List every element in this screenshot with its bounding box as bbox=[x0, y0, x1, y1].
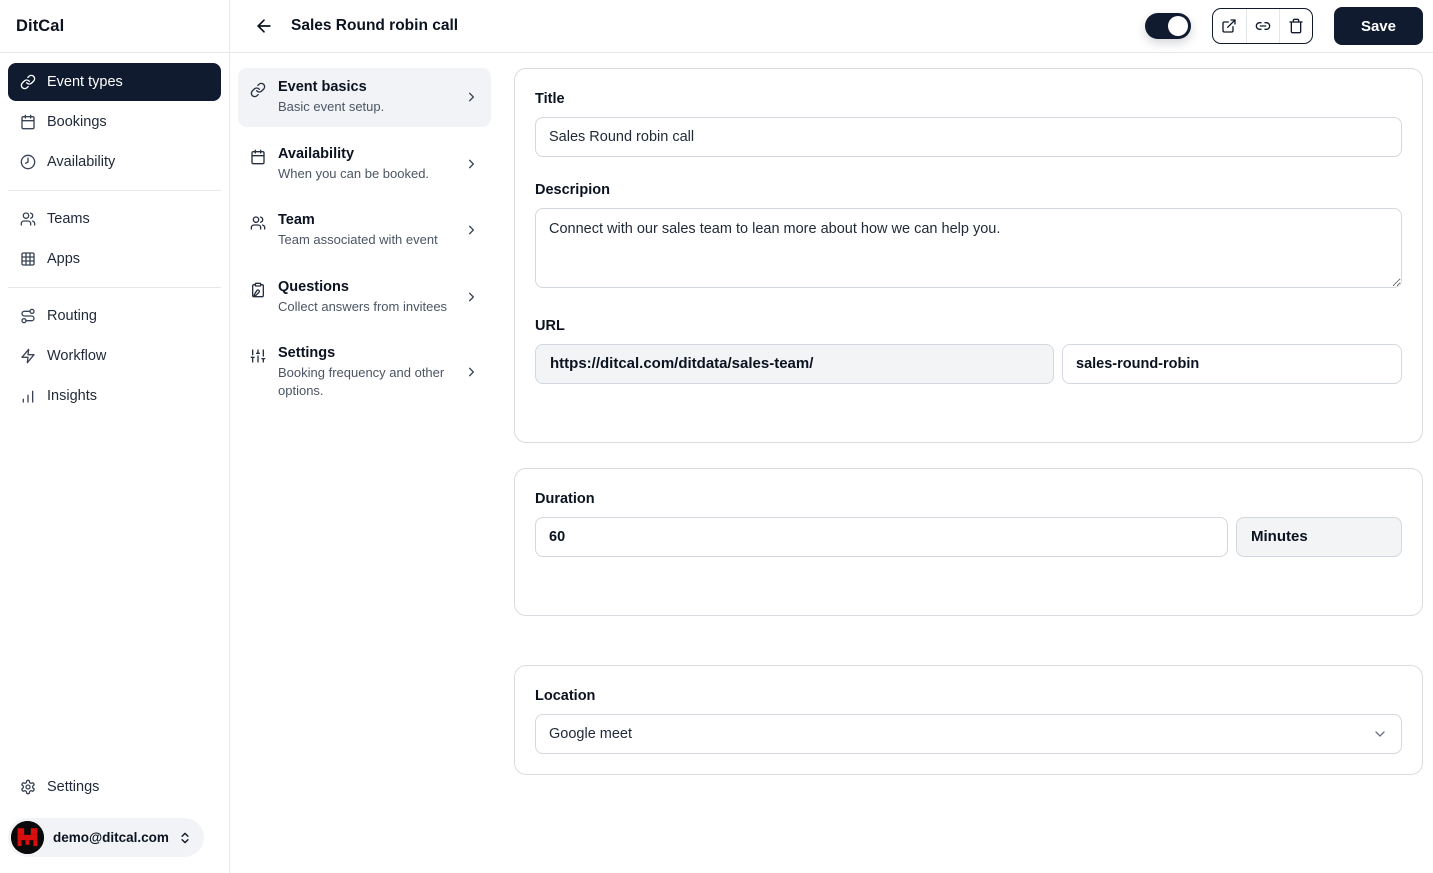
gear-icon bbox=[20, 779, 36, 795]
event-basics-card bbox=[514, 68, 1423, 443]
link-icon bbox=[250, 82, 266, 98]
chevron-right-icon bbox=[464, 90, 479, 105]
tab-subtitle: Team associated with event bbox=[278, 232, 438, 248]
main-area bbox=[230, 0, 1433, 873]
duration-card bbox=[514, 468, 1423, 616]
location-select[interactable] bbox=[535, 714, 1402, 754]
event-form bbox=[514, 68, 1423, 873]
calendar-icon bbox=[250, 149, 266, 165]
url-slug-input[interactable] bbox=[1062, 344, 1402, 384]
tab-text bbox=[278, 79, 410, 116]
sidebar-item-label: Routing bbox=[47, 308, 97, 324]
tab-team[interactable] bbox=[238, 201, 491, 260]
user-email: demo@ditcal.com bbox=[53, 830, 169, 845]
users-icon bbox=[250, 215, 266, 231]
tab-subtitle: Booking frequency and other options. bbox=[278, 365, 445, 398]
sidebar-footer bbox=[0, 760, 229, 873]
sidebar-item-bookings[interactable] bbox=[8, 103, 221, 141]
app-name: DitCal bbox=[16, 16, 65, 35]
sidebar-item-workflow[interactable] bbox=[8, 337, 221, 375]
sidebar-item-insights[interactable] bbox=[8, 377, 221, 415]
bar-chart-icon bbox=[20, 388, 36, 404]
sidebar-item-availability[interactable] bbox=[8, 143, 221, 181]
sidebar-divider bbox=[8, 190, 221, 191]
external-link-icon bbox=[1221, 18, 1237, 34]
chevron-right-icon bbox=[464, 289, 479, 304]
sidebar-item-label: Bookings bbox=[47, 114, 107, 130]
description-field-group bbox=[535, 182, 1402, 293]
header-actions bbox=[1145, 7, 1423, 45]
duration-input[interactable] bbox=[535, 517, 1228, 557]
sidebar-nav bbox=[0, 53, 229, 760]
sidebar-item-event-types[interactable] bbox=[8, 63, 221, 101]
url-field-group bbox=[535, 318, 1402, 384]
chevron-right-icon bbox=[464, 156, 479, 171]
sidebar-item-label: Teams bbox=[47, 211, 90, 227]
event-action-group bbox=[1212, 8, 1313, 44]
tab-subtitle: When you can be booked. bbox=[278, 165, 430, 181]
event-section-nav bbox=[238, 68, 491, 873]
sidebar-item-label: Event types bbox=[47, 74, 123, 90]
sidebar-item-label: Workflow bbox=[47, 348, 107, 364]
page-header bbox=[230, 0, 1433, 53]
title-label: Title bbox=[535, 91, 565, 107]
arrow-left-icon bbox=[254, 16, 274, 36]
tab-availability[interactable] bbox=[238, 135, 491, 194]
sidebar-item-apps[interactable] bbox=[8, 240, 221, 278]
tab-title: Event basics bbox=[278, 79, 367, 95]
sidebar bbox=[0, 0, 230, 873]
title-field-group bbox=[535, 91, 1402, 157]
description-label: Descripion bbox=[535, 182, 610, 198]
sidebar-item-teams[interactable] bbox=[8, 200, 221, 238]
link-icon bbox=[1255, 18, 1271, 34]
tab-title: Questions bbox=[278, 278, 349, 295]
back-button[interactable] bbox=[254, 16, 274, 36]
route-icon bbox=[20, 308, 36, 324]
duration-unit: Minutes bbox=[1236, 517, 1402, 557]
location-card bbox=[514, 665, 1423, 775]
user-menu[interactable] bbox=[8, 818, 204, 857]
clock-icon bbox=[20, 154, 36, 170]
duration-label: Duration bbox=[535, 491, 595, 507]
tab-title: Availability bbox=[278, 145, 355, 162]
sidebar-item-label: Apps bbox=[47, 251, 81, 267]
tab-subtitle: Basic event setup. bbox=[278, 99, 385, 114]
tab-text bbox=[278, 212, 464, 249]
location-field-group bbox=[535, 688, 1402, 754]
sidebar-item-label: Availability bbox=[47, 154, 116, 170]
link-icon bbox=[20, 74, 36, 90]
page-title: Sales Round robin call bbox=[291, 17, 459, 34]
sidebar-item-label: Insights bbox=[47, 388, 97, 404]
copy-link-button[interactable] bbox=[1246, 9, 1279, 43]
tab-title: Settings bbox=[278, 345, 336, 362]
delete-event-button[interactable] bbox=[1279, 9, 1312, 43]
sliders-icon bbox=[250, 348, 266, 364]
duration-field-group bbox=[535, 491, 1402, 557]
calendar-icon bbox=[20, 114, 36, 130]
title-input[interactable] bbox=[535, 117, 1402, 157]
avatar bbox=[11, 821, 44, 854]
chevron-right-icon bbox=[464, 365, 479, 380]
sidebar-item-label: Settings bbox=[47, 779, 100, 795]
clipboard-pen-icon bbox=[250, 282, 266, 298]
content bbox=[230, 53, 1433, 873]
sidebar-divider bbox=[8, 287, 221, 288]
toggle-knob bbox=[1168, 16, 1188, 36]
users-icon bbox=[20, 211, 36, 227]
trash-icon bbox=[1288, 18, 1304, 34]
tab-text bbox=[278, 146, 455, 183]
zap-icon bbox=[20, 348, 36, 364]
chevron-right-icon bbox=[464, 223, 479, 238]
save-button[interactable]: Save bbox=[1334, 7, 1423, 45]
url-label: URL bbox=[535, 318, 565, 334]
preview-event-button[interactable] bbox=[1213, 9, 1246, 43]
location-label: Location bbox=[535, 688, 596, 704]
tab-questions[interactable] bbox=[238, 268, 491, 327]
description-textarea[interactable] bbox=[535, 208, 1402, 288]
tab-title: Team bbox=[278, 212, 315, 229]
url-prefix: https://ditcal.com/ditdata/sales-team/ bbox=[535, 344, 1054, 384]
event-enabled-toggle[interactable] bbox=[1145, 13, 1191, 39]
chevrons-up-down-icon bbox=[178, 831, 192, 845]
app-logo bbox=[0, 0, 229, 53]
sidebar-item-routing[interactable] bbox=[8, 297, 221, 335]
tab-text bbox=[278, 279, 473, 316]
grid-icon bbox=[20, 251, 36, 267]
sidebar-item-settings[interactable] bbox=[8, 768, 221, 806]
chevron-down-icon bbox=[1372, 726, 1388, 742]
tab-settings[interactable] bbox=[238, 334, 491, 410]
tab-text bbox=[278, 345, 479, 399]
location-selected-value: Google meet bbox=[549, 726, 633, 742]
tab-event-basics[interactable] bbox=[238, 68, 491, 127]
tab-subtitle: Collect answers from invitees bbox=[278, 298, 448, 314]
